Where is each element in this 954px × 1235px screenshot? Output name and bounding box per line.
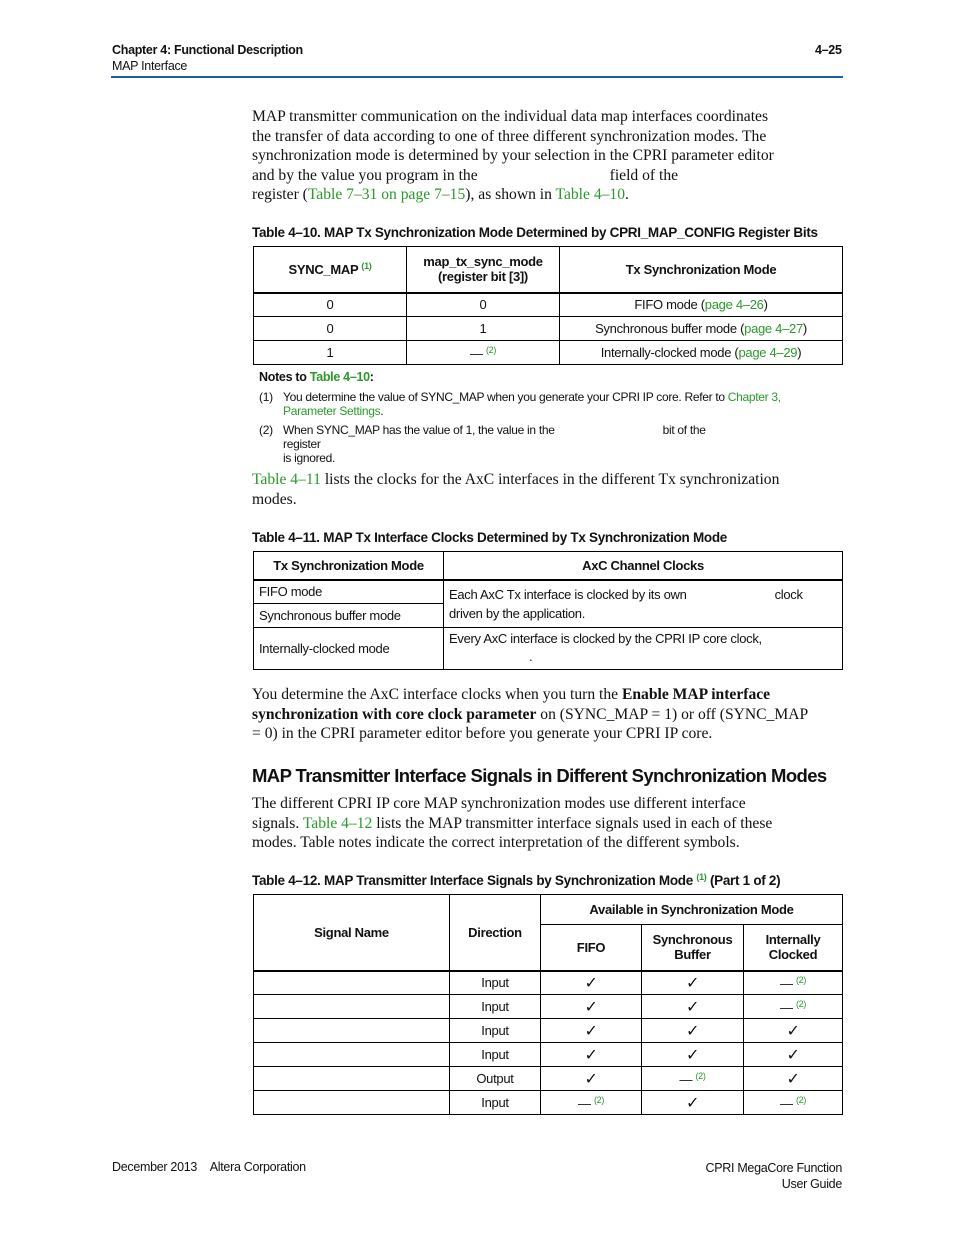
cell (254, 1067, 450, 1091)
table-4-11 (253, 551, 843, 670)
cell: Input (450, 1043, 541, 1067)
col-header: FIFO (541, 925, 642, 971)
note-ref[interactable]: (2) (593, 1094, 605, 1105)
cell: ✓ (541, 1043, 642, 1067)
paragraph-4: The different CPRI IP core MAP synchronization modes use different interface signals. Table 4–12 lists the MAP transmitter interface signals used in each of these modes. Table notes indicate the correct interpretation of the different symbols. (252, 795, 773, 851)
header-rule (111, 76, 843, 78)
table-4-10 (253, 246, 843, 365)
cell (254, 971, 450, 995)
cell (254, 1043, 450, 1067)
mode-cell: FIFO mode (254, 580, 444, 604)
cell (254, 1019, 450, 1043)
cell: Output (450, 1067, 541, 1091)
link-table-4-10[interactable]: Table 4–10 (309, 370, 370, 384)
cell: — $^{(2)}$ (541, 1091, 642, 1115)
table-row: 1 — $^{(2)}$ Internally-clocked mode (page 4–29) (254, 341, 843, 365)
text: ), as shown in (465, 186, 556, 203)
link-table-7-31[interactable]: Table 7–31 on page 7–15 (307, 186, 466, 203)
text: . (625, 186, 629, 203)
table-row (254, 1043, 843, 1067)
col-header: Synchronous Buffer (642, 925, 744, 971)
table-row (254, 1019, 843, 1043)
paragraph-3: You determine the AxC interface clocks when you turn the Enable MAP interface synchronization with core clock parameter on (SYNC_MAP = 1) or off (SYNC_MAP = 0) in the CPRI parameter editor before you generate your CPRI IP core. (252, 686, 809, 742)
cell: ✓ (642, 971, 744, 995)
note-number: (1) (259, 390, 273, 404)
cell: ✓ (744, 1067, 843, 1091)
cell: — $^{(2)}$ (744, 995, 843, 1019)
table-4-10-caption: Table 4–10. MAP Tx Synchronization Mode Determined by CPRI_MAP_CONFIG Register Bits (252, 225, 818, 240)
clock-cell: Every AxC interface is clocked by the CPRI IP core clock, . (444, 628, 843, 670)
table-4-11-caption: Table 4–11. MAP Tx Interface Clocks Determined by Tx Synchronization Mode (252, 530, 727, 545)
header-chapter: Chapter 4: Functional Description (112, 43, 303, 57)
note-1: You determine the value of SYNC_MAP when you generate your CPRI IP core. Refer to Chapter 3, Parameter Settings. (283, 390, 781, 418)
section-heading: MAP Transmitter Interface Signals in Different Synchronization Modes (252, 765, 827, 786)
intro-paragraph (252, 107, 852, 205)
cell: ✓ (541, 1067, 642, 1091)
table-row: 0 0 FIFO mode (page 4–26) (254, 293, 843, 317)
col-header: AxC Channel Clocks (444, 552, 843, 580)
link-table-4-11[interactable]: Table 4–11 (252, 471, 321, 488)
cell: ✓ (541, 971, 642, 995)
table-row: 0 1 Synchronous buffer mode (page 4–27) (254, 317, 843, 341)
table-row (254, 971, 843, 995)
cell: Input (450, 971, 541, 995)
link-table-4-10[interactable]: Table 4–10 (555, 186, 626, 203)
table-4-12 (253, 894, 843, 1115)
text: field of the (609, 166, 679, 184)
col-header: map_tx_sync_mode (register bit [3]) (407, 247, 560, 293)
col-header: Internally Clocked (744, 925, 843, 971)
header-section: MAP Interface (112, 59, 188, 73)
col-header: Signal Name (254, 895, 450, 971)
link-page[interactable]: page 4–27 (744, 321, 803, 336)
text-line: synchronization mode is determined by your selection in the CPRI parameter editor (252, 147, 774, 164)
cell: Input (450, 1019, 541, 1043)
cell: ✓ (642, 1043, 744, 1067)
cell: Input (450, 995, 541, 1019)
table-row (254, 1067, 843, 1091)
col-header: Available in Synchronization Mode (541, 895, 843, 925)
cell: ✓ (744, 1019, 843, 1043)
cell: ✓ (642, 995, 744, 1019)
note-ref[interactable]: (2) (795, 974, 807, 985)
footer-date: December 2013 Altera Corporation (112, 1160, 306, 1174)
clock-cell: Each AxC Tx interface is clocked by its own clock driven by the application. (444, 580, 843, 628)
paragraph-2: Table 4–11 lists the clocks for the AxC interfaces in the different Tx synchronization modes. (252, 471, 780, 508)
note-ref[interactable]: (2) (795, 998, 807, 1009)
note-ref[interactable]: (1) (696, 872, 707, 882)
text-line: MAP transmitter communication on the individual data map interfaces coordinates (252, 108, 769, 125)
cell: ✓ (541, 1019, 642, 1043)
text: register ( (252, 186, 308, 203)
note-ref[interactable]: (1) (361, 261, 372, 272)
cell (254, 995, 450, 1019)
note-number: (2) (259, 423, 273, 437)
cell: ✓ (744, 1043, 843, 1067)
footer-title: CPRI MegaCore Function User Guide (705, 1161, 842, 1191)
cell (254, 1091, 450, 1115)
cell: — $^{(2)}$ (744, 971, 843, 995)
col-header: SYNC_MAP $^{(1)}$ (254, 247, 407, 293)
note-2: When SYNC_MAP has the value of 1, the value in the bit of theregister is ignored. (283, 423, 706, 465)
table-4-12-caption: Table 4–12. MAP Transmitter Interface Signals by Synchronization Mode $^{(1)}$ (Part 1 of 2) (252, 872, 781, 888)
link-table-4-12[interactable]: Table 4–12 (302, 814, 373, 832)
link-page[interactable]: page 4–26 (704, 297, 764, 313)
note-ref[interactable]: (2) (695, 1070, 706, 1081)
table-row (254, 995, 843, 1019)
cell: Input (450, 1091, 541, 1115)
notes-heading: Notes to Table 4–10: (259, 370, 374, 384)
mode-cell: Internally-clocked mode (254, 628, 444, 670)
cell: — $^{(2)}$ (642, 1067, 744, 1091)
table-row (254, 1091, 843, 1115)
mode-cell: Synchronous buffer mode (254, 604, 444, 628)
cell: — $^{(2)}$ (744, 1091, 843, 1115)
col-header: Tx Synchronization Mode (560, 247, 843, 293)
cell: ✓ (541, 995, 642, 1019)
link-chapter-3[interactable]: Chapter 3, Parameter Settings (283, 390, 781, 418)
col-header: Direction (450, 895, 541, 971)
text-line: the transfer of data according to one of three different synchronization modes. The (252, 127, 767, 145)
link-page[interactable]: page 4–29 (738, 345, 798, 360)
text: and by the value you program in the (252, 166, 478, 184)
cell: ✓ (642, 1019, 744, 1043)
col-header: Tx Synchronization Mode (254, 552, 444, 580)
cell: ✓ (642, 1091, 744, 1115)
header-page: 4–25 (815, 43, 842, 57)
note-ref[interactable]: (2) (795, 1094, 807, 1105)
